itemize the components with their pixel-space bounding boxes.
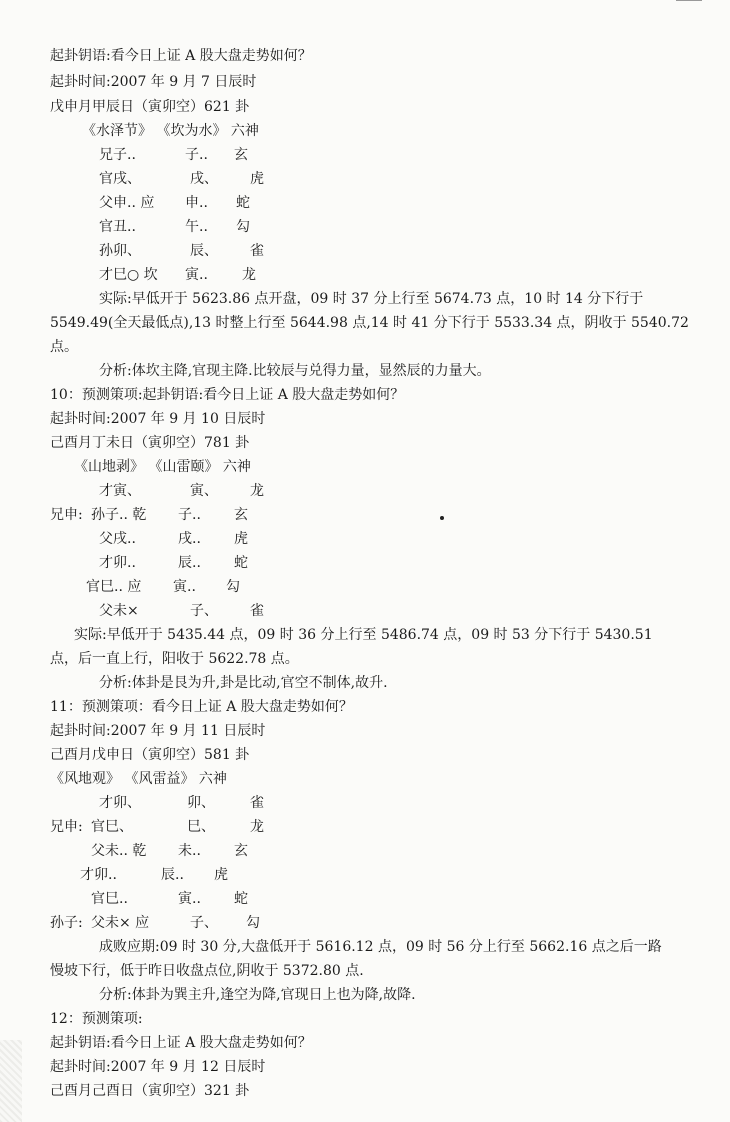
table-cell: 孙子: [50, 915, 83, 931]
table-cell: 官丑.. [99, 219, 136, 235]
table-cell: 孙子.. 乾 [91, 507, 147, 523]
text-line: 分析:体卦为巽主升,逢空为降,官现日上也为降,故降. [99, 987, 416, 1003]
text-line: 戊申月甲辰日（寅卯空）621 卦 [50, 99, 250, 115]
table-cell: 寅.. [178, 891, 201, 907]
table-cell: 官巳.. [91, 891, 128, 907]
text-line: 点。 [50, 339, 78, 355]
table-cell: 兄申: [50, 819, 83, 835]
text-line: 《山地剥》 《山雷颐》 六神 [74, 459, 251, 475]
text-line: 起卦时间:2007 年 9 月 10 日辰时 [50, 411, 266, 427]
table-cell: 玄 [234, 147, 248, 163]
table-cell: 父未.. 乾 [91, 843, 147, 859]
table-cell: 寅.. [185, 267, 208, 283]
text-line: 起卦时间:2007 年 9 月 11 日辰时 [50, 723, 266, 739]
text-line: 实际:早低开于 5435.44 点，09 时 36 分上行至 5486.74 点，09 时 53 分下行于 5430.51 [74, 627, 653, 643]
table-cell: 官巳.. 应 [86, 579, 142, 595]
text-line: 己酉月丁未日（寅卯空）781 卦 [50, 435, 250, 451]
text-line: 己酉月己酉日（寅卯空）321 卦 [50, 1083, 250, 1099]
table-cell: 虎 [250, 171, 264, 187]
table-cell: 蛇 [234, 891, 248, 907]
table-cell: 玄 [234, 507, 248, 523]
table-cell: 玄 [234, 843, 248, 859]
table-cell: 寅.. [173, 579, 196, 595]
table-cell: 辰.. [161, 867, 184, 883]
text-line: 11：预测策项：看今日上证 A 股大盘走势如何？ [50, 699, 353, 715]
table-cell: 子、 [190, 915, 218, 931]
table-cell: 巳、 [187, 819, 215, 835]
text-line: 点，后一直上行，阳收于 5622.78 点。 [50, 651, 299, 667]
text-line: 慢坡下行，低于昨日收盘点位,阴收于 5372.80 点. [50, 963, 364, 979]
table-cell: 勾 [236, 219, 250, 235]
text-line: 起卦钥语:看今日上证 A 股大盘走势如何？ [50, 48, 312, 64]
table-cell: 父未× [99, 603, 139, 619]
table-cell: 父未× 应 [91, 915, 150, 931]
table-cell: 勾 [226, 579, 240, 595]
table-cell: 寅、 [190, 483, 218, 499]
text-line: 5549.49(全天最低点),13 时整上行至 5644.98 点,14 时 41 分下行于 5533.34 点，阴收于 5540.72 [50, 315, 689, 331]
table-cell: 龙 [250, 819, 264, 835]
table-cell: 才卯.. [99, 555, 136, 571]
text-line: 起卦时间:2007 年 9 月 7 日辰时 [50, 74, 257, 90]
table-cell: 子.. [185, 147, 208, 163]
table-cell: 才卯.. [80, 867, 117, 883]
table-cell: 父申.. 应 [99, 195, 155, 211]
table-cell: 雀 [250, 603, 264, 619]
table-cell: 戌、 [190, 171, 218, 187]
table-cell: 雀 [250, 795, 264, 811]
text-line: 分析:体卦是艮为升,卦是比动,官空不制体,故升. [99, 675, 388, 691]
table-cell: 勾 [246, 915, 260, 931]
text-line: 12：预测策项: [50, 1011, 143, 1027]
table-cell: 父戌.. [99, 531, 136, 547]
table-cell: 未.. [178, 843, 201, 859]
table-cell: 辰、 [190, 243, 218, 259]
table-cell: 子、 [190, 603, 218, 619]
table-cell: 兄子.. [99, 147, 136, 163]
text-line: 《风地观》 《风雷益》 六神 [50, 771, 227, 787]
table-cell: 午.. [185, 219, 208, 235]
text-line: 起卦时间:2007 年 9 月 12 日辰时 [50, 1059, 266, 1075]
text-line: 己酉月戊申日（寅卯空）581 卦 [50, 747, 250, 763]
table-cell: 申.. [185, 195, 208, 211]
table-cell: 孙卯、 [99, 243, 141, 259]
table-cell: 龙 [250, 483, 264, 499]
table-cell: 官戌、 [99, 171, 141, 187]
table-cell: 虎 [214, 867, 228, 883]
table-cell: 子.. [178, 507, 201, 523]
scan-speck [440, 516, 444, 520]
text-line: 10：预测策项:起卦钥语:看今日上证 A 股大盘走势如何？ [50, 387, 405, 403]
table-cell: 才寅、 [99, 483, 141, 499]
text-line: 《水泽节》 《坎为水》 六神 [82, 123, 259, 139]
table-cell: 才卯、 [99, 795, 141, 811]
table-cell: 雀 [250, 243, 264, 259]
table-cell: 官巳、 [91, 819, 133, 835]
table-cell: 虎 [234, 531, 248, 547]
text-line: 分析:体坎主降,官现主降.比较辰与兑得力量，显然辰的力量大。 [99, 363, 491, 379]
text-line: 起卦钥语:看今日上证 A 股大盘走势如何？ [50, 1035, 312, 1051]
scan-mark [676, 0, 702, 1]
table-cell: 龙 [242, 267, 256, 283]
scan-edge-noise [0, 1040, 22, 1122]
table-cell: 戌.. [178, 531, 201, 547]
table-cell: 兄申: [50, 507, 83, 523]
table-cell: 蛇 [236, 195, 250, 211]
text-line: 成败应期:09 时 30 分,大盘低开于 5616.12 点，09 时 56 分上行至 5662.16 点之后一路 [99, 939, 662, 955]
table-cell: 才巳○ 坎 [99, 267, 158, 283]
table-cell: 蛇 [234, 555, 248, 571]
table-cell: 卯、 [187, 795, 215, 811]
table-cell: 辰.. [178, 555, 201, 571]
text-line: 实际:早低开于 5623.86 点开盘，09 时 37 分上行至 5674.73 点，10 时 14 分下行于 [99, 291, 644, 307]
